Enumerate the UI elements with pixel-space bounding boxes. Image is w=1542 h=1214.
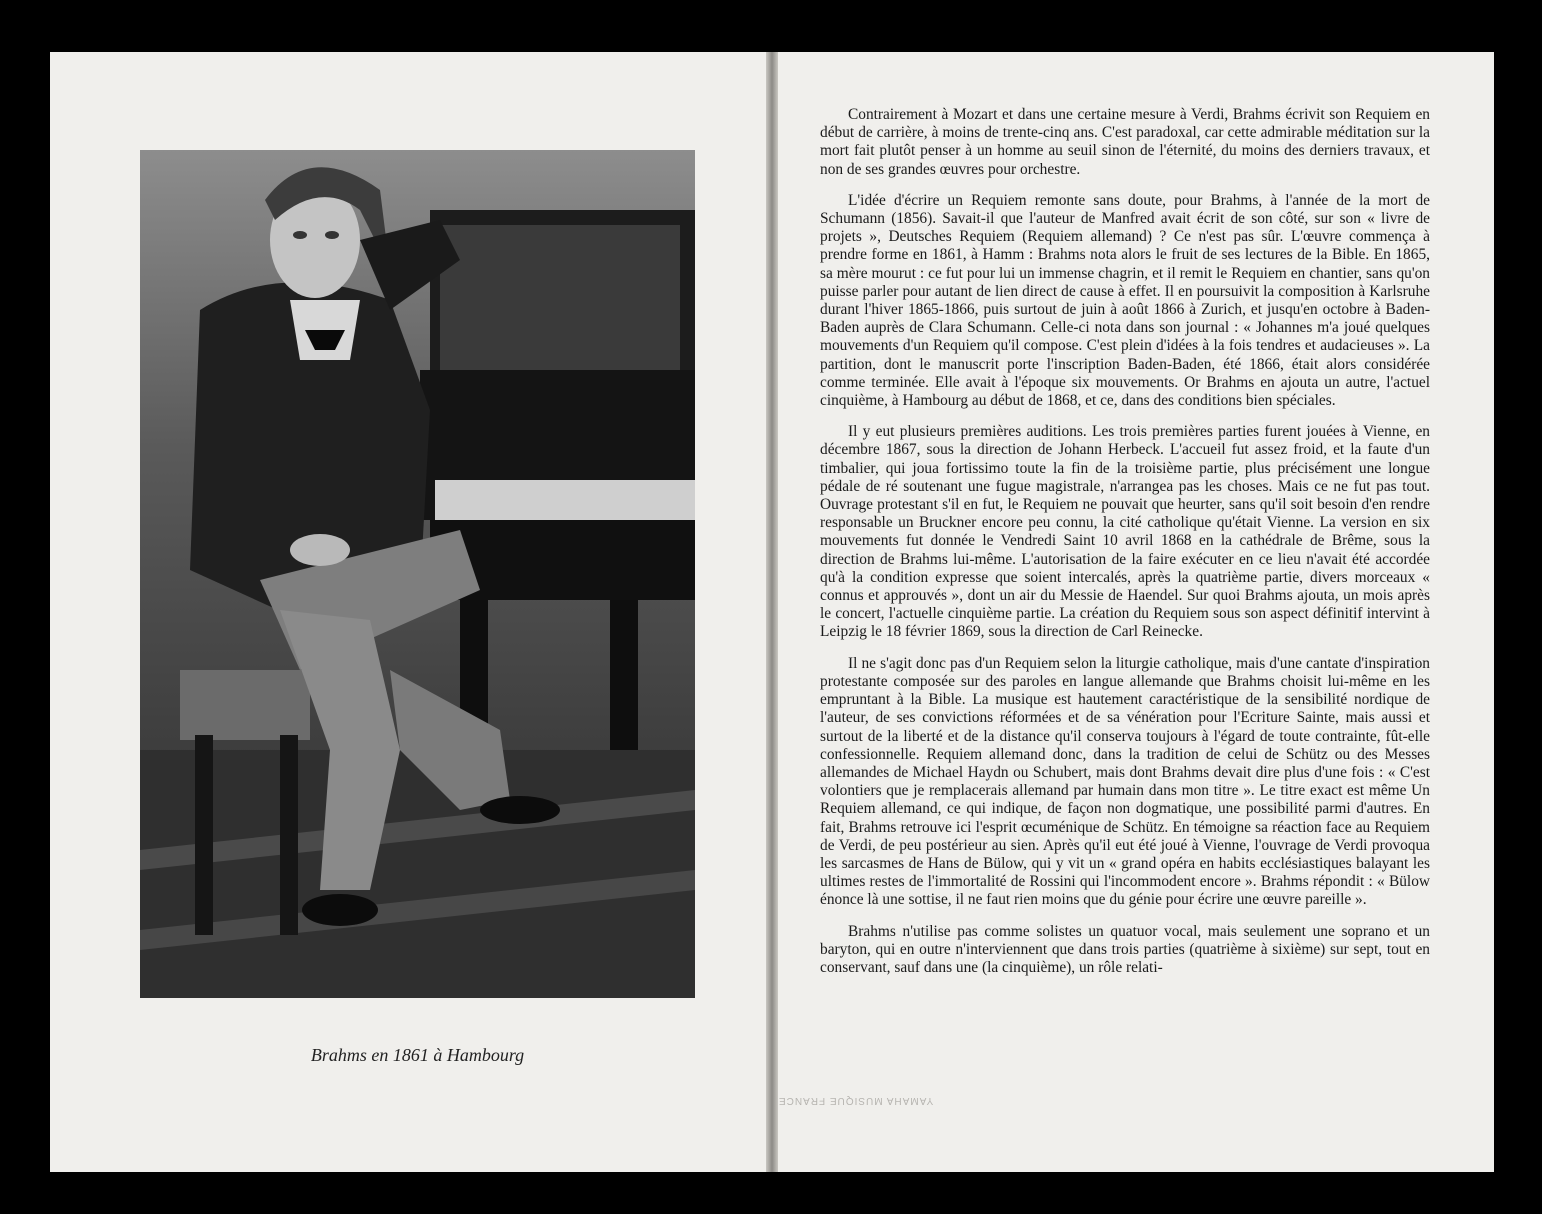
book-gutter [766,52,778,1172]
paragraph: Contrairement à Mozart et dans une certaine mesure à Verdi, Brahms écrivit son Requiem en début de carrière, à moins de trente-cinq ans. C'est paradoxal, car cette admirable méditation sur la mort fait plutôt penser à un homme au seuil sinon de l'éternité, du moins des derniers travaux, et non de ses grandes œuvres pour orchestre. [820,106,1430,178]
brahms-portrait-photo [140,150,695,998]
paragraph: L'idée d'écrire un Requiem remonte sans doute, pour Brahms, à l'année de la mort de Schumann (1856). Savait-il que l'auteur de Manfred avait écrit de son côté, sur son « livre de projets », Deutsches Requiem (Requiem allemand) ? Ce n'est pas sûr. L'œuvre commença à prendre forme en 1861, à Hamm : Brahms nota alors le fruit de ses lectures de la Bible. En 1865, sa mère mourut : ce fut pour lui un immense chagrin, et il remit le Requiem en chantier, sans qu'on puisse parler pour autant de lien direct de cause à effet. Il en poursuivit la composition à Karlsruhe durant l'hiver 1865-1866, puis surtout de juin à août 1866 à Zurich, et jusqu'en octobre à Baden-Baden auprès de Clara Schumann. Celle-ci nota dans son journal : « Johannes m'a joué quelques mouvements d'un Requiem qu'il compose. C'est plein d'idées à la fois tendres et audacieuses ». La partition, dont le manuscrit porte l'inscription Baden-Baden, été 1866, était alors considérée comme terminée. Elle avait à l'époque six mouvements. Or Brahms en ajouta un autre, l'actuel cinquième, à Hambourg au début de 1868, et ce, dans des conditions bien spéciales. [820,191,1430,410]
paragraph: Il ne s'agit donc pas d'un Requiem selon la liturgie catholique, mais d'une cantate d'inspiration protestante composée sur des paroles en langue allemande que Brahms choisit lui-même en les empruntant à la Bible. La musique est hautement caractéristique de la sensibilité nordique de l'auteur, de ses convictions réformées et de sa vénération pour l'Ecriture Sainte, mais aussi et surtout de la liberté et de la distance qu'il conserva toujours à l'égard de toute contrainte, fût-elle confessionnelle. Requiem allemand donc, dans la tradition de celui de Schütz ou des Messes allemandes de Michael Haydn ou Schubert, mais dont Brahms devait dire plus d'une fois : « C'est volontiers que je remplacerais allemand par humain dans mon titre ». Le titre exact est même Un Requiem allemand, ce qui indique, de façon non dogmatique, une possibilité parmi d'autres. En fait, Brahms retrouve ici l'esprit œcuménique de Schütz. En témoigne sa réaction face au Requiem de Verdi, de peu postérieur au sien. Après qu'il eut été joué à Vienne, l'ouvrage de Verdi provoqua les sarcasmes de Hans de Bülow, qui y vit un « grand opéra en habits ecclésiastiques balayant les ultimes restes de l'immortalité de Rossini qui l'incommodent encore ». Brahms répondit : « Bülow énonce là une sottise, il ne faut rien moins que du génie pour écrire une œuvre pareille ». [820,654,1430,909]
photo-caption: Brahms en 1861 à Hambourg [310,1045,525,1065]
mirrored-footer-text: YAMAHA MUSIQUE FRANCE [778,1095,934,1106]
paragraph: Brahms n'utilise pas comme solistes un quatuor vocal, mais seulement une soprano et un baryton, qui en outre n'interviennent que dans trois parties (quatrième à sixième) sur sept, tout en conservant, sauf dans une (la cinquième), un rôle relati- [820,922,1430,976]
paragraph: Il y eut plusieurs premières auditions. Les trois premières parties furent jouées à Vienne, en décembre 1867, sous la direction de Johann Herbeck. L'accueil fut assez froid, et la faute d'un timbalier, qui joua fortissimo toute la fin de la troisième partie, plus précisément une longue pédale de ré soutenant une fugue magistrale, n'arrangea pas les choses. Mais ce ne fut pas tout. Ouvrage protestant s'il en fut, le Requiem ne pouvait que heurter, sans qu'il soit besoin d'en rendre responsable un Bruckner encore peu connu, la cité catholique qu'était Vienne. La version en six mouvements fut donnée le Vendredi Saint 10 avril 1868 en la cathédrale de Brême, sous la direction de Brahms lui-même. L'autorisation de la faire exécuter en ce lieu n'avait été accordée qu'à la condition expresse que soient intercalés, après la quatrième partie, divers morceaux « connus et approuvés », dont un air du Messie de Haendel. Sur quoi Brahms ajouta, un mois après le concert, l'actuelle cinquième partie. La création du Requiem sous son aspect définitif intervint à Leipzig le 18 février 1869, sous la direction de Carl Reinecke. [820,423,1430,641]
article-text [820,106,1430,990]
